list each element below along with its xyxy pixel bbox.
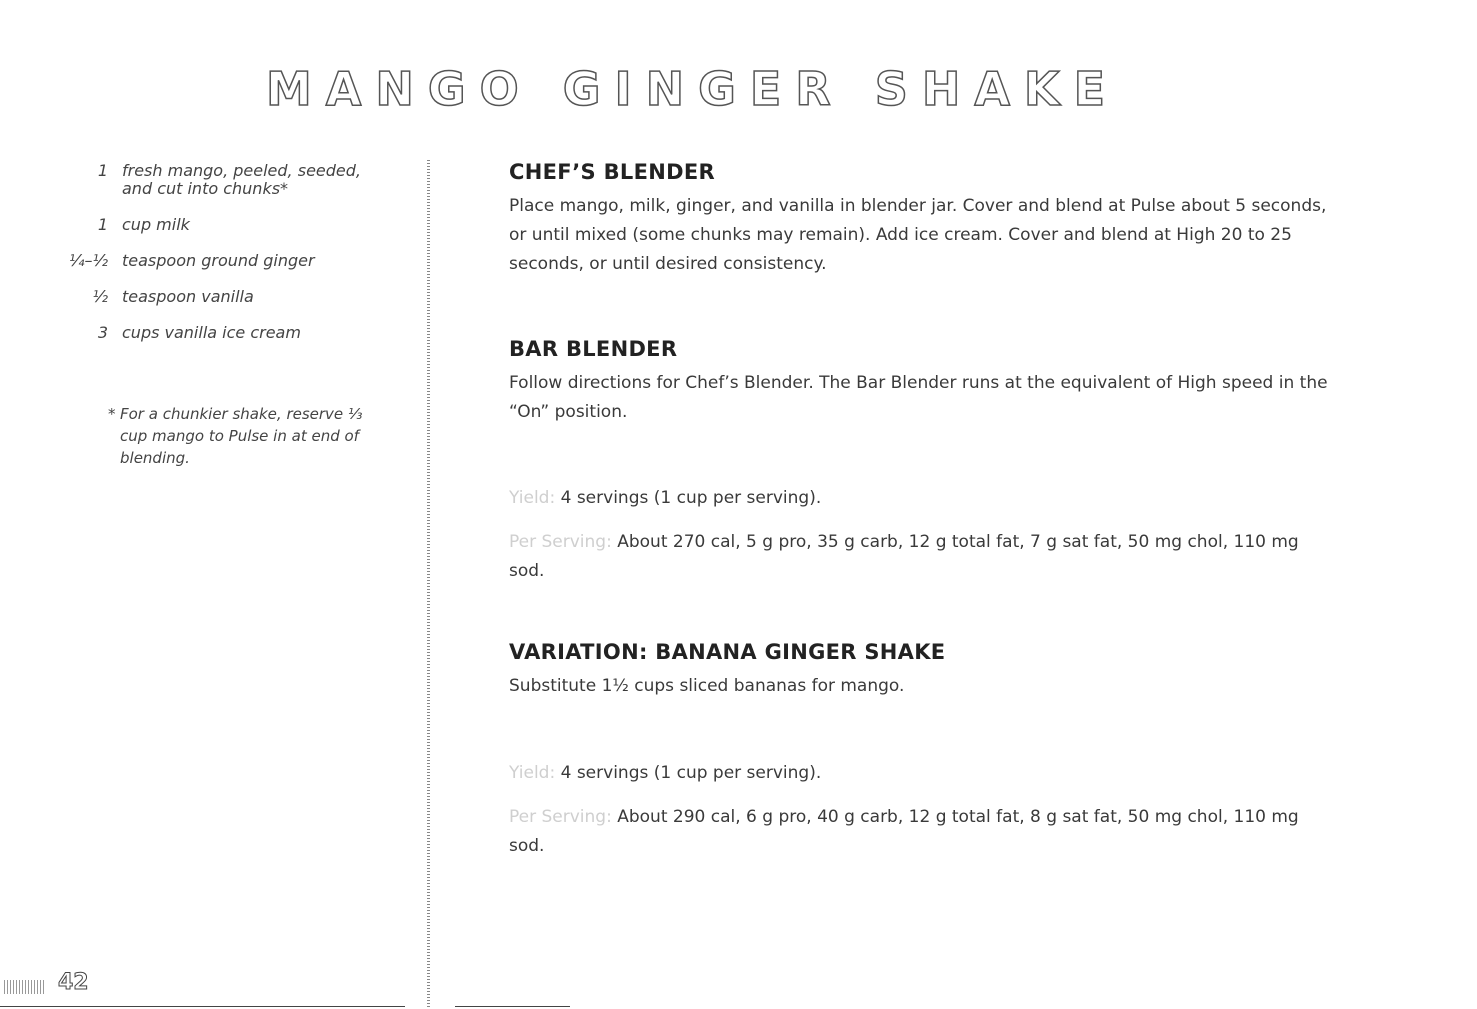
ingredients-list [40, 162, 380, 360]
bottom-rule [0, 1006, 405, 1007]
ingredient-footnote [108, 403, 368, 469]
ingredient-item [40, 324, 380, 342]
per-serving-line [509, 803, 1339, 861]
section-text: Place mango, milk, ginger, and vanilla in blender jar. Cover and blend at Pulse about 5 seconds, or until mixed (some chunks may remain). Add ice cream. Cover and blend at High 20 to 25 seconds, or until desired consistency. [509, 196, 1327, 274]
bar-blender-section [509, 337, 1339, 427]
ingredient-text: teaspoon ground ginger [122, 251, 315, 270]
yield-line [509, 484, 1339, 513]
per-serving-line [509, 528, 1339, 586]
section-heading: CHEF’S BLENDER [509, 160, 715, 184]
per-serving-label: Per Serving: [509, 532, 612, 552]
chefs-blender-section [509, 160, 1339, 279]
page-number: 42 [58, 970, 89, 995]
page-number-decoration [4, 980, 44, 994]
per-serving-value: About 290 cal, 6 g pro, 40 g carb, 12 g total fat, 8 g sat fat, 50 mg chol, 110 mg sod. [509, 807, 1299, 856]
ingredient-item [40, 162, 380, 198]
yield-line [509, 759, 1339, 788]
ingredient-quantity: 3 [97, 323, 108, 342]
section-heading: BAR BLENDER [509, 337, 678, 361]
ingredient-item [40, 288, 380, 306]
section-text: Substitute 1½ cups sliced bananas for mango. [509, 676, 905, 696]
ingredient-item [40, 252, 380, 270]
nutrition-variation [509, 759, 1339, 861]
ingredient-text: fresh mango, peeled, seeded, and cut into chunks* [122, 161, 361, 198]
ingredient-text: cups vanilla ice cream [122, 323, 301, 342]
column-divider [427, 160, 430, 1008]
variation-section [509, 640, 1339, 701]
ingredient-item [40, 216, 380, 234]
section-text: Follow directions for Chef’s Blender. The Bar Blender runs at the equivalent of High speed in the “On” position. [509, 373, 1328, 422]
page-title: MANGO GINGER SHAKE [265, 62, 1120, 116]
per-serving-value: About 270 cal, 5 g pro, 35 g carb, 12 g total fat, 7 g sat fat, 50 mg chol, 110 mg sod. [509, 532, 1299, 581]
ingredient-quantity: ¼–½ [68, 251, 108, 270]
bottom-rule-right [455, 1006, 570, 1007]
section-heading: VARIATION: BANANA GINGER SHAKE [509, 640, 946, 664]
yield-label: Yield: [509, 763, 556, 783]
footnote-text: For a chunkier shake, reserve ⅓ cup mango to Pulse in at end of blending. [120, 405, 363, 467]
per-serving-label: Per Serving: [509, 807, 612, 827]
nutrition-main [509, 484, 1339, 586]
ingredient-text: cup milk [122, 215, 190, 234]
ingredient-quantity: 1 [97, 161, 108, 180]
ingredient-quantity: ½ [92, 287, 108, 306]
footnote-marker: * [108, 405, 116, 423]
yield-value: 4 servings (1 cup per serving). [560, 763, 822, 783]
ingredient-text: teaspoon vanilla [122, 287, 254, 306]
yield-value: 4 servings (1 cup per serving). [560, 488, 822, 508]
ingredient-quantity: 1 [97, 215, 108, 234]
yield-label: Yield: [509, 488, 556, 508]
